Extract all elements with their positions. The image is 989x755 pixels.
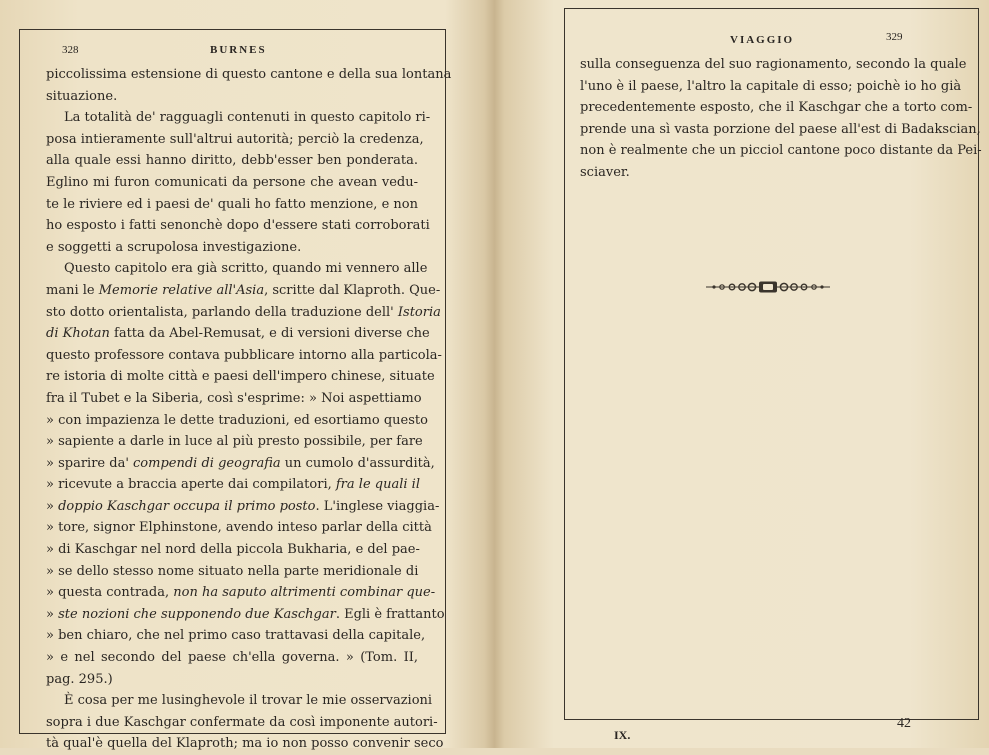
text-line: questo professore contava pubblicare intorno alla particola- — [46, 347, 442, 363]
right-page — [494, 0, 989, 748]
text-line — [46, 496, 440, 518]
italic-text: fra le quali il — [335, 477, 420, 493]
text-line: te le riviere ed i paesi de' quali ho fatto menzione, e non — [46, 196, 418, 212]
page-number: 329 — [886, 31, 903, 43]
body-text — [580, 54, 982, 184]
signature-number: 42 — [897, 716, 911, 731]
text-line: La totalità de' ragguagli contenuti in questo capitolo ri- — [64, 110, 431, 126]
text-line — [46, 280, 441, 302]
text-line — [46, 302, 441, 324]
text-run: mani le — [46, 282, 99, 298]
running-head: VIAGGIO — [730, 34, 795, 46]
text-line: » e nel secondo del paese ch'ella governa. » (Tom. II, — [46, 650, 418, 666]
page-number: 328 — [62, 44, 79, 56]
italic-text: Istoria — [397, 304, 441, 320]
text-line: ho esposto i fatti senonchè dopo d'essere stati corroborati — [46, 218, 430, 234]
text-run: sto dotto orientalista, parlando della traduzione dell' — [46, 304, 398, 320]
text-line: alla quale essi hanno diritto, debb'esser ben ponderata. — [46, 153, 418, 169]
text-line: » ben chiaro, che nel primo caso trattavasi della capitale, — [46, 628, 426, 644]
text-line: fra il Tubet e la Siberia, così s'esprime: » Noi aspettiamo — [46, 390, 422, 406]
body-text — [46, 64, 452, 755]
text-line: re istoria di molte città e paesi dell'impero chinese, situate — [46, 369, 435, 385]
text-line: e soggetti a scrupolosa investigazione. — [46, 239, 302, 255]
text-line: » tore, signor Elphinstone, avendo inteso parlar della città — [46, 520, 432, 536]
italic-text: Memorie relative all'Asia — [98, 282, 265, 298]
text-line: prende una sì vasta porzione del paese all'est di Badakscian, — [580, 121, 981, 137]
signature-mark: IX. — [614, 728, 631, 742]
italic-text: di Khotan — [46, 326, 110, 342]
text-line — [46, 604, 445, 626]
text-line: sopra i due Kaschgar confermate da così imponente autori- — [46, 714, 438, 730]
text-run: fatta da Abel-Remusat, e di versioni diverse che — [109, 326, 430, 342]
text-line: » sapiente a darle in luce al più presto possibile, per fare — [46, 434, 423, 450]
running-head: BURNES — [210, 44, 267, 56]
left-page — [0, 0, 494, 752]
text-line: situazione. — [46, 88, 118, 104]
text-line: non è realmente che un picciol cantone poco distante da Pei- — [580, 143, 982, 159]
text-line: È cosa per me lusinghevole il trovar le mie osservazioni — [64, 693, 433, 709]
text-run: » ricevute a braccia aperte dai compilatori, — [46, 477, 336, 493]
text-line: Eglino mi furon comunicati da persone che avean vedu- — [46, 174, 418, 190]
tailpiece-ornament-icon — [706, 280, 830, 294]
text-run: . L'inglese viaggia- — [315, 498, 440, 514]
italic-text: ste nozioni che supponendo due Kaschgar — [58, 606, 336, 622]
text-line: » di Kaschgar nel nord della piccola Bukharia, e del pae- — [46, 542, 420, 558]
text-run: » — [46, 606, 59, 622]
text-line: Questo capitolo era già scritto, quando mi vennero alle — [64, 261, 428, 277]
text-run: un cumolo d'assurdità, — [280, 455, 435, 471]
text-line: » se dello stesso nome situato nella parte meridionale di — [46, 563, 419, 579]
text-run: » questa contrada, — [46, 585, 174, 601]
text-line — [46, 453, 435, 475]
text-line: tà qual'è quella del Klaproth; ma io non posso convenir seco — [46, 736, 444, 752]
text-line: l'uno è il paese, l'altro la capitale di esso; poichè io ho già — [580, 78, 962, 94]
italic-text: non ha saputo altrimenti combinar que- — [173, 585, 436, 601]
text-run: » sparire da' — [46, 455, 134, 471]
italic-text: compendi di geografia — [133, 455, 281, 471]
text-line: » con impazienza le dette traduzioni, ed esortiamo questo — [46, 412, 428, 428]
text-run: , scritte dal Klaproth. Que- — [264, 282, 441, 298]
text-line: sciaver. — [580, 164, 630, 180]
text-run: » — [46, 498, 59, 514]
text-line: piccolissima estensione di questo cantone e della sua lontana — [46, 67, 452, 82]
text-line: sulla conseguenza del suo ragionamento, secondo la quale — [580, 57, 967, 72]
text-line: precedentemente esposto, che il Kaschgar che a torto com- — [580, 100, 973, 116]
text-line — [46, 474, 418, 496]
text-run: . Egli è frattanto — [335, 606, 445, 622]
text-line — [46, 323, 430, 345]
text-line: posa intieramente sull'altrui autorità; perciò la credenza, — [46, 131, 424, 147]
text-line — [46, 582, 436, 604]
text-line: pag. 295.) — [46, 671, 113, 687]
italic-text: doppio Kaschgar occupa il primo posto — [58, 498, 316, 514]
